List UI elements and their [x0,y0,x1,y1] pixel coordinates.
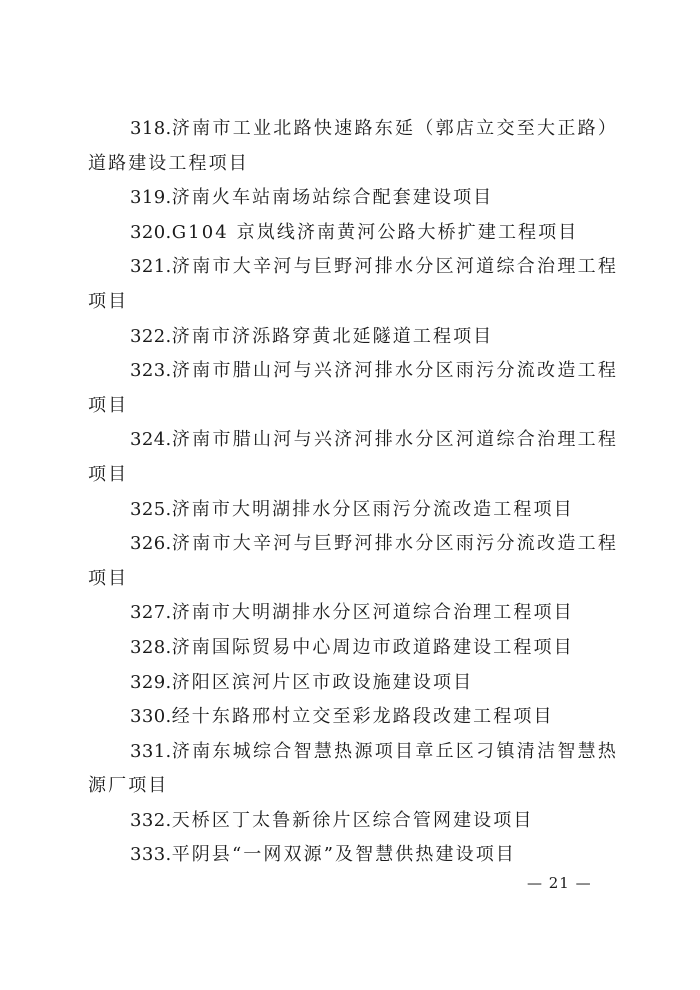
item-text: 济南火车站南场站综合配套建设项目 [171,187,494,209]
item-number: 332. [130,809,172,831]
item-text: 济南国际贸易中心周边市政道路建设工程项目 [171,636,574,658]
list-item [88,735,618,804]
item-number: 318. [130,118,172,139]
list-item [88,493,618,528]
item-text: 济南市大明湖排水分区河道综合治理工程项目 [171,602,574,624]
list-item [88,700,618,735]
item-number: 321. [130,256,172,278]
item-number: 320. [130,221,172,243]
list-item [88,423,618,492]
item-number: 326. [130,533,172,555]
item-number: 324. [130,429,172,451]
item-number: 319. [130,187,172,209]
item-text: 平阴县“一网双源”及智慧供热建设项目 [171,844,516,866]
list-item [88,596,618,631]
item-number: 323. [130,360,172,382]
item-text: 济南市大明湖排水分区雨污分流改造工程项目 [171,498,574,520]
list-item [88,527,618,596]
item-text: 济南市大辛河与巨野河排水分区河道综合治理工程项目 [88,256,618,312]
item-text: 济南市大辛河与巨野河排水分区雨污分流改造工程项目 [88,533,618,589]
item-text: G104 京岚线济南黄河公路大桥扩建工程项目 [171,221,579,243]
item-number: 325. [130,498,172,520]
item-text: 济阳区滨河片区市政设施建设项目 [171,671,474,693]
list-item [88,804,618,839]
list-item [88,320,618,355]
item-number: 333. [130,844,172,866]
project-list [88,112,618,873]
item-number: 329. [130,671,172,693]
list-item [88,112,618,181]
item-text: 济南市腊山河与兴济河排水分区河道综合治理工程项目 [88,429,618,485]
item-number: 328. [130,636,172,658]
item-number: 322. [130,325,172,347]
item-number: 331. [130,740,172,762]
item-text: 经十东路邢村立交至彩龙路段改建工程项目 [171,706,554,728]
item-number: 327. [130,602,172,624]
list-item [88,181,618,216]
item-text: 济南市工业北路快速路东延（郭店立交至大正路）道路建设工程项目 [88,118,618,174]
item-text: 济南市济泺路穿黄北延隧道工程项目 [171,325,494,347]
list-item [88,250,618,319]
item-text: 济南市腊山河与兴济河排水分区雨污分流改造工程项目 [88,360,618,416]
list-item [88,631,618,666]
list-item [88,354,618,423]
item-text: 天桥区丁太鲁新徐片区综合管网建设项目 [171,809,534,831]
item-number: 330. [130,706,172,728]
list-item [88,838,618,873]
list-item [88,216,618,251]
list-item [88,666,618,701]
item-text: 济南东城综合智慧热源项目章丘区刁镇清洁智慧热源厂项目 [88,740,618,797]
page-number: — 21 — [527,874,592,892]
